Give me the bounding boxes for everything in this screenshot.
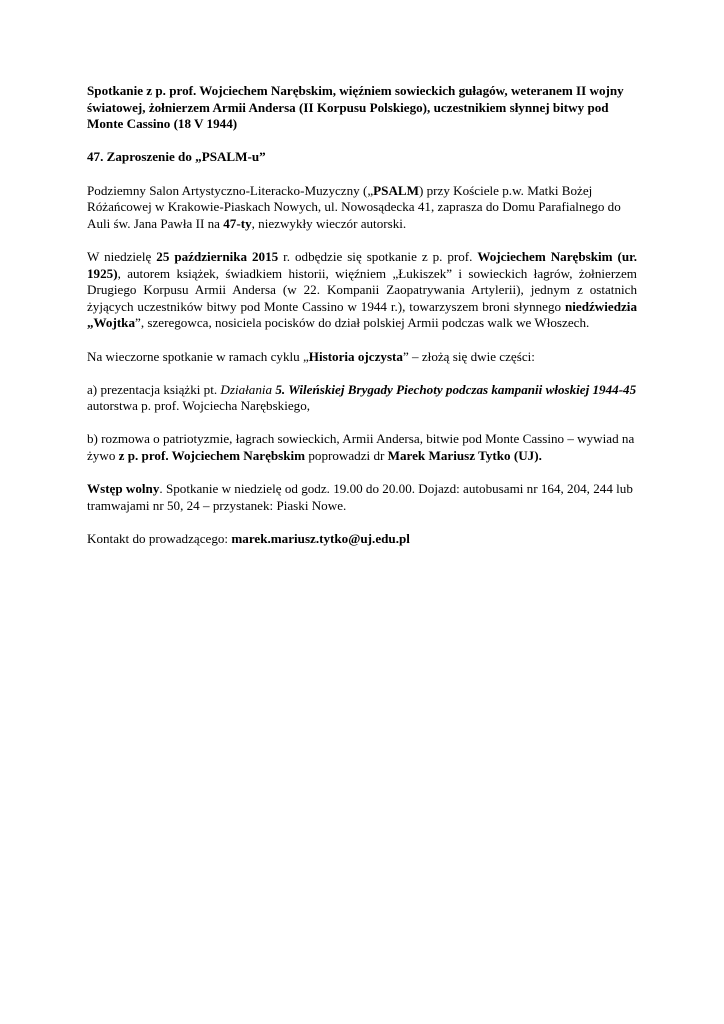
cycle-text-1: Na wieczorne spotkanie w ramach cyklu „ — [87, 348, 309, 364]
book-title: 5. Wileńskiej Brygady Piechoty podczas kampanii włoskiej 1944-45 — [275, 381, 637, 397]
meeting-text-3: , autorem książek, świadkiem historii, więźniem „Łukiszek” i sowieckich łagrów, żołnierzem Drugiego Korpusu Armii Andersa (w 22. Kompanii Zaopatrywania Artylerii), jednym z ostatnich żyjących uczestników bitwy pod Monte Cassino w 1944 r.), towarzyszem broni słynnego — [87, 265, 637, 314]
meeting-date: 25 października 2015 — [156, 248, 279, 264]
part-b-paragraph — [87, 431, 637, 464]
cycle-text-2: ” – złożą się dwie części: — [402, 348, 535, 364]
book-title-prefix: Działania — [220, 381, 276, 397]
meeting-text-2: r. odbędzie się spotkanie z p. prof. — [278, 248, 478, 264]
intro-text-1: Podziemny Salon Artystyczno-Literacko-Muzyczny („ — [87, 182, 374, 198]
part-a-text-2: autorstwa p. prof. Wojciecha Narębskiego, — [87, 398, 311, 414]
psalm-name: PSALM — [373, 182, 419, 198]
evening-number: 47-ty — [223, 215, 252, 231]
free-entry: Wstęp wolny — [87, 481, 160, 497]
meeting-text-1: W niedzielę — [87, 248, 157, 264]
part-a-paragraph — [87, 382, 637, 415]
part-b-guest: z p. prof. Wojciechem Narębskim — [118, 448, 306, 464]
document-heading: Spotkanie z p. prof. Wojciechem Narębskim, więźniem sowieckich gułagów, weteranem II wojny światowej, żołnierzem Armii Andersa (II Korpusu Polskiego), uczestnikiem słynnej bitwy pod Monte Cassino (18 V 1944) — [87, 83, 624, 132]
contact-label: Kontakt do prowadzącego: — [87, 531, 232, 547]
meeting-paragraph — [87, 249, 637, 332]
intro-paragraph — [87, 183, 637, 233]
entry-paragraph — [87, 481, 637, 514]
contact-paragraph — [87, 531, 637, 548]
invitation-title: 47. Zaproszenie do „PSALM-u” — [87, 149, 266, 165]
part-a-text-1: a) prezentacja książki pt. — [87, 381, 221, 397]
document-page — [87, 83, 637, 564]
guest-name: Wojciechem Narębskim (ur. 1925) — [87, 248, 637, 281]
bear-wojtek: niedźwiedzia „Wojtka — [87, 298, 637, 331]
cycle-name: Historia ojczysta — [308, 348, 403, 364]
host-name: Marek Mariusz Tytko (UJ). — [387, 448, 542, 464]
cycle-paragraph — [87, 349, 637, 366]
part-b-text-1: b) rozmowa o patriotyzmie, łagrach sowieckich, Armii Andersa, bitwie pod Monte Cassino – wywiad na żywo — [87, 431, 635, 464]
part-b-text-2: poprowadzi dr — [305, 448, 388, 464]
intro-text-3: , niezwykły wieczór autorski. — [251, 215, 407, 231]
entry-text: . Spotkanie w niedzielę od godz. 19.00 do 20.00. Dojazd: autobusami nr 164, 204, 244 lub tramwajami nr 50, 24 – przystanek: Piaski Nowe. — [87, 481, 633, 513]
intro-text-2: ) przy Kościele p.w. Matki Bożej Różańcowej w Krakowie-Piaskach Nowych, ul. Nowosądecka 41, zaprasza do Domu Parafialnego do Auli św. Jana Pawła II na — [87, 182, 621, 231]
meeting-text-4: ”, szeregowca, nosiciela pocisków do dział polskiej Armii podczas walk we Włoszech. — [135, 315, 590, 331]
contact-email: marek.mariusz.tytko@uj.edu.pl — [231, 531, 410, 547]
